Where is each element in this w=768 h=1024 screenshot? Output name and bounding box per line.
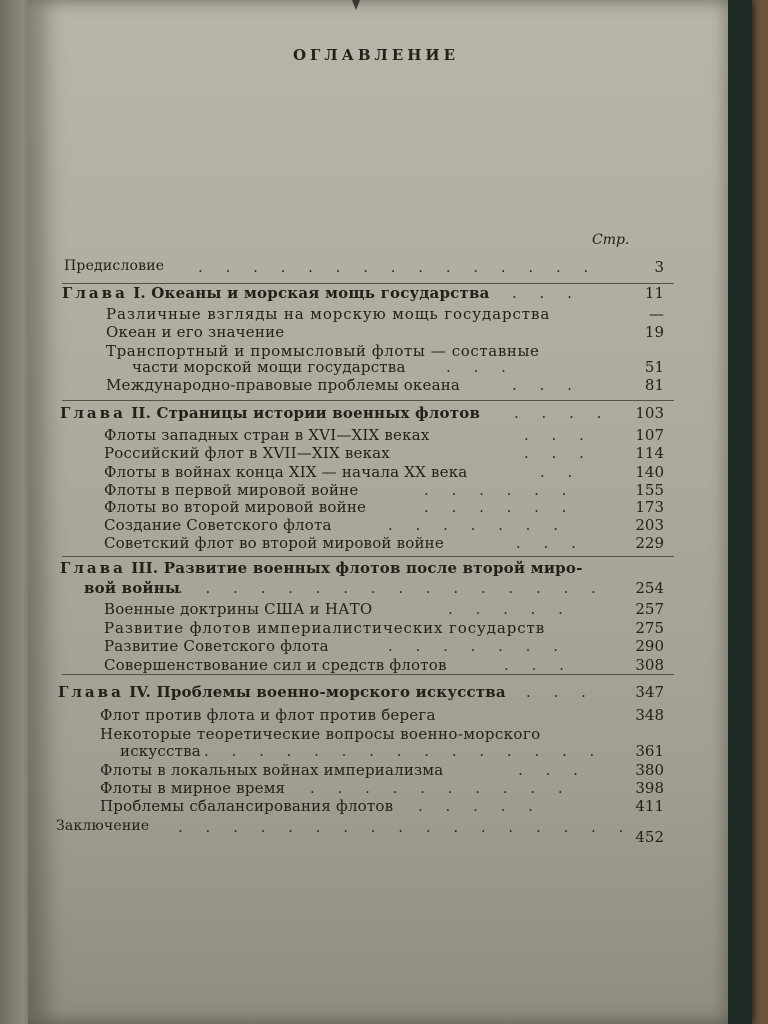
chapter-title-cont: вой войны — [84, 579, 181, 597]
entry-label: Совершенствование сил и средств флотов — [104, 656, 447, 674]
toc-chapter-1 — [28, 284, 728, 306]
entry-label: Различные взгляды на морскую мощь государства — [106, 305, 551, 323]
page-number: 51 — [644, 358, 664, 376]
star-ornament-icon — [326, 0, 386, 12]
entry-label: Развитие флотов империалистических государств — [104, 619, 546, 637]
leader-dots: . . . — [504, 656, 573, 674]
page-number: 411 — [635, 797, 664, 815]
page-number: 452 — [635, 828, 664, 846]
page-number: 3 — [654, 258, 664, 276]
leader-dots: . . . — [518, 761, 587, 779]
page-number: 81 — [644, 376, 664, 394]
entry-label: Флоты западных стран в XVI—XIX веках — [104, 426, 430, 444]
chapter-heading — [60, 559, 583, 577]
page-column-header: Стр. — [592, 232, 630, 248]
chapter-prefix: Глава — [58, 683, 124, 701]
leader-dots: . . . . . . . — [388, 516, 567, 534]
page-number: — — [649, 305, 664, 323]
toc-title: ОГЛАВЛЕНИЕ — [292, 46, 460, 64]
leader-dots: . . . . — [514, 404, 611, 422]
section-rule — [62, 400, 674, 401]
entry-label: Создание Советского флота — [104, 516, 332, 534]
entry-label: Военные доктрины США и НАТО — [104, 600, 373, 618]
entry-label: Флоты в мирное время — [100, 779, 286, 797]
page-number: 275 — [635, 619, 664, 637]
page-number: 173 — [635, 498, 664, 516]
entry-label: Международно-правовые проблемы океана — [106, 376, 461, 394]
entry-label: искусства — [120, 742, 201, 760]
leader-dots: . . . . . . . . . . . . . . . — [204, 742, 604, 760]
toc-chapter-2 — [28, 404, 728, 426]
leader-dots: . . . — [512, 284, 581, 302]
entry-label: Российский флот в XVII—XIX веках — [104, 444, 390, 462]
page-number: 11 — [644, 284, 664, 302]
page-number: 114 — [635, 444, 664, 462]
leader-dots: . . . . . — [418, 797, 542, 815]
entry-label: Флот против флота и флот против берега — [100, 706, 436, 724]
leader-dots: . . . . . . — [424, 498, 576, 516]
page-number: 380 — [635, 761, 664, 779]
chapter-heading — [62, 284, 490, 302]
chapter-title: I. Океаны и морская мощь государства — [127, 284, 490, 302]
chapter-title: II. Страницы истории военных флотов — [125, 404, 481, 422]
entry-label: Флоты в локальных войнах империализма — [100, 761, 444, 779]
toc-entry-conclusion — [28, 818, 728, 846]
page-number: 107 — [635, 426, 664, 444]
toc-chapter-4 — [28, 683, 728, 705]
leader-dots: . . . . . . . . . . — [310, 779, 572, 797]
page-number: 19 — [644, 323, 664, 341]
toc-chapter-3 — [28, 559, 728, 581]
toc-entry — [28, 376, 728, 398]
toc-entry — [28, 656, 728, 678]
entry-label: Советский флот во второй мировой войне — [104, 534, 444, 552]
page-number: 155 — [635, 481, 664, 499]
toc-entry-foreword — [28, 258, 728, 280]
leader-dots: . . . . . . . . . . . . . . . — [198, 258, 598, 276]
page-number: 347 — [635, 683, 664, 701]
page-number: 290 — [635, 637, 664, 655]
leader-dots: . . . — [526, 683, 595, 701]
leader-dots: . . — [540, 463, 582, 481]
toc-entry — [28, 797, 728, 819]
leader-dots: . . . . . . . . . . . . . . . . . — [178, 818, 633, 836]
chapter-title: III. Развитие военных флотов после второй миро- — [125, 559, 583, 577]
page-number: 348 — [635, 706, 664, 724]
leader-dots: . . . — [512, 376, 581, 394]
chapter-prefix: Глава — [60, 559, 126, 577]
page-number: 308 — [635, 656, 664, 674]
page-number: 257 — [635, 600, 664, 618]
chapter-prefix: Глава — [60, 404, 126, 422]
entry-label: Флоты в войнах конца XIX — начала XX века — [104, 463, 468, 481]
entry-label: Некоторые теоретические вопросы военно-морского — [100, 725, 541, 743]
toc-entry — [28, 534, 728, 556]
leader-dots: . . . — [446, 358, 515, 376]
leader-dots: . . . . . — [448, 600, 572, 618]
entry-label: Флоты во второй мировой войне — [104, 498, 367, 516]
leader-dots: . . . — [524, 426, 593, 444]
page-number: 229 — [635, 534, 664, 552]
leader-dots: . . . . . . . . . . . . . . . . — [178, 579, 605, 597]
section-rule — [62, 556, 674, 557]
chapter-heading — [60, 404, 480, 422]
page-number: 398 — [635, 779, 664, 797]
chapter-prefix: Глава — [62, 284, 128, 302]
leader-dots: . . . . . . — [424, 481, 576, 499]
entry-label: Проблемы сбалансирования флотов — [100, 797, 394, 815]
book-page — [28, 0, 728, 1024]
entry-label: Развитие Советского флота — [104, 637, 329, 655]
chapter-heading — [58, 683, 506, 701]
entry-label: Океан и его значение — [106, 323, 285, 341]
page-number: 254 — [635, 579, 664, 597]
entry-label: Предисловие — [64, 258, 165, 274]
entry-label: части морской мощи государства — [132, 358, 406, 376]
entry-label: Транспортный и промысловый флоты — составные — [106, 342, 540, 360]
page-number: 361 — [635, 742, 664, 760]
leader-dots: . . . — [524, 444, 593, 462]
entry-label: Заключение — [56, 818, 150, 834]
leader-dots: . . . . . . . — [388, 637, 567, 655]
page-number: 103 — [635, 404, 664, 422]
toc-chapter-3-cont — [28, 579, 728, 601]
page-number: 140 — [635, 463, 664, 481]
entry-label: Флоты в первой мировой войне — [104, 481, 359, 499]
leader-dots: . . . — [516, 534, 585, 552]
page-number: 203 — [635, 516, 664, 534]
chapter-title: IV. Проблемы военно-морского искусства — [123, 683, 506, 701]
